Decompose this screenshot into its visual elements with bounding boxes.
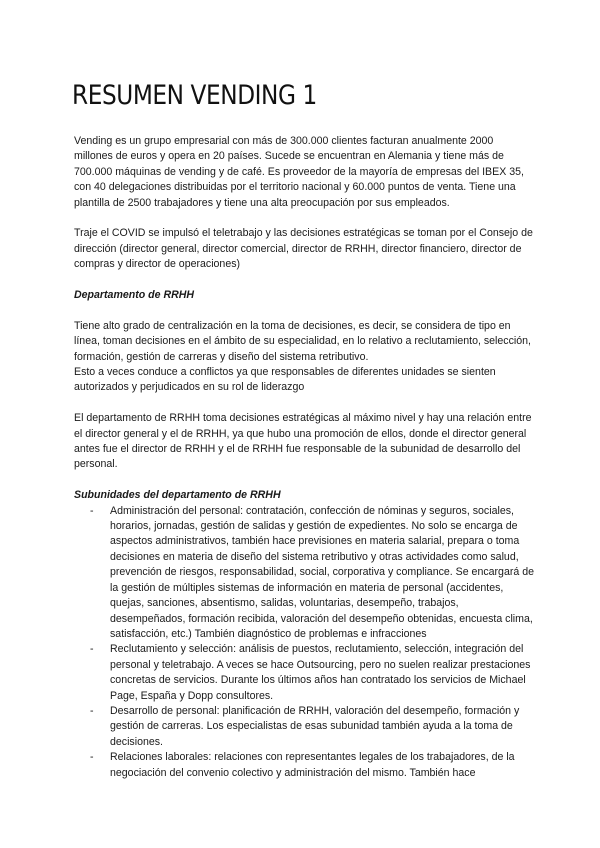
subunits-list bbox=[74, 504, 534, 781]
list-item: - Desarrollo de personal: planificación de RRHH, valoración del desempeño, formación y gestión de carreras. Los especialistas de esas subunidad también ayuda a la toma de decisiones. bbox=[74, 704, 534, 750]
document-body bbox=[74, 134, 534, 781]
centralization-paragraph: Tiene alto grado de centralización en la toma de decisiones, es decir, se considera de tipo en línea, toman decisiones en el ámbito de su especialidad, en lo relativo a reclutamiento, selección, formación, gestión de carreras y diseño del sistema retributivo. bbox=[74, 319, 531, 363]
document-title: RESUMEN VENDING 1 bbox=[72, 80, 317, 111]
covid-paragraph: Traje el COVID se impulsó el teletrabajo y las decisiones estratégicas se toman por el Consejo de dirección (director general, director comercial, director de RRHH, director financiero, director de compras y director de operaciones) bbox=[74, 227, 533, 271]
list-item: - Relaciones laborales: relaciones con representantes legales de los trabajadores, de la negociación del convenio colectivo y administración del mismo. También hace bbox=[74, 750, 534, 781]
section-heading-rrhh: Departamento de RRHH bbox=[74, 289, 195, 302]
section-heading-subunits: Subunidades del departamento de RRHH bbox=[74, 489, 281, 502]
intro-paragraph: Vending es un grupo empresarial con más de 300.000 clientes facturan anualmente 2000 millones de euros y opera en 20 países. Sucede se encuentran en Alemania y tiene más de 700.000 máquinas de vending y de café. Es proveedor de la mayoría de empresas del IBEX 35, con 40 delegaciones distribuidas por el territorio nacional y 60.000 puntos de venta. Tiene una plantilla de 2500 trabajadores y tiene una alta preocupación por sus empleados. bbox=[74, 135, 524, 209]
list-item: - Reclutamiento y selección: análisis de puestos, reclutamiento, selección, integración del personal y teletrabajo. A veces se hace Outsourcing, pero no suelen realizar prestaciones concretas de servicios. Durante los últimos años han contratado los servicios de Michael Page, España y Dopp consultores. bbox=[74, 642, 534, 704]
conflicts-paragraph: Esto a veces conduce a conflictos ya que responsables de diferentes unidades se sienten autorizados y perjudicados en su rol de liderazgo bbox=[74, 366, 496, 394]
strategy-paragraph: El departamento de RRHH toma decisiones estratégicas al máximo nivel y hay una relación entre el director general y el de RRHH, ya que hubo una promoción de ellos, donde el director general antes fue el director de RRHH y el de RRHH fue responsable de la subunidad de desarrollo del personal. bbox=[74, 412, 532, 471]
list-item: - Administración del personal: contratación, confección de nóminas y seguros, sociales, horarios, jornadas, gestión de salidas y gestión de expedientes. No solo se encarga de aspectos administrativos, también hace previsiones en materia salarial, prepara o toma decisiones en materia de diseño del sistema retributivo y otras actividades como salud, prevención de riesgos, responsabilidad, social, corporativa y compliance. Se encargará de la gestión de múltiples sistemas de información en materia de personal (accidentes, quejas, sanciones, absentismo, salidas, voluntarias, desempeño, trabajos, desempeñados, formación recibida, valoración del desempeño obtenidas, encuesta clima, satisfacción, etc.) También diagnóstico de problemas e infracciones bbox=[74, 504, 534, 643]
